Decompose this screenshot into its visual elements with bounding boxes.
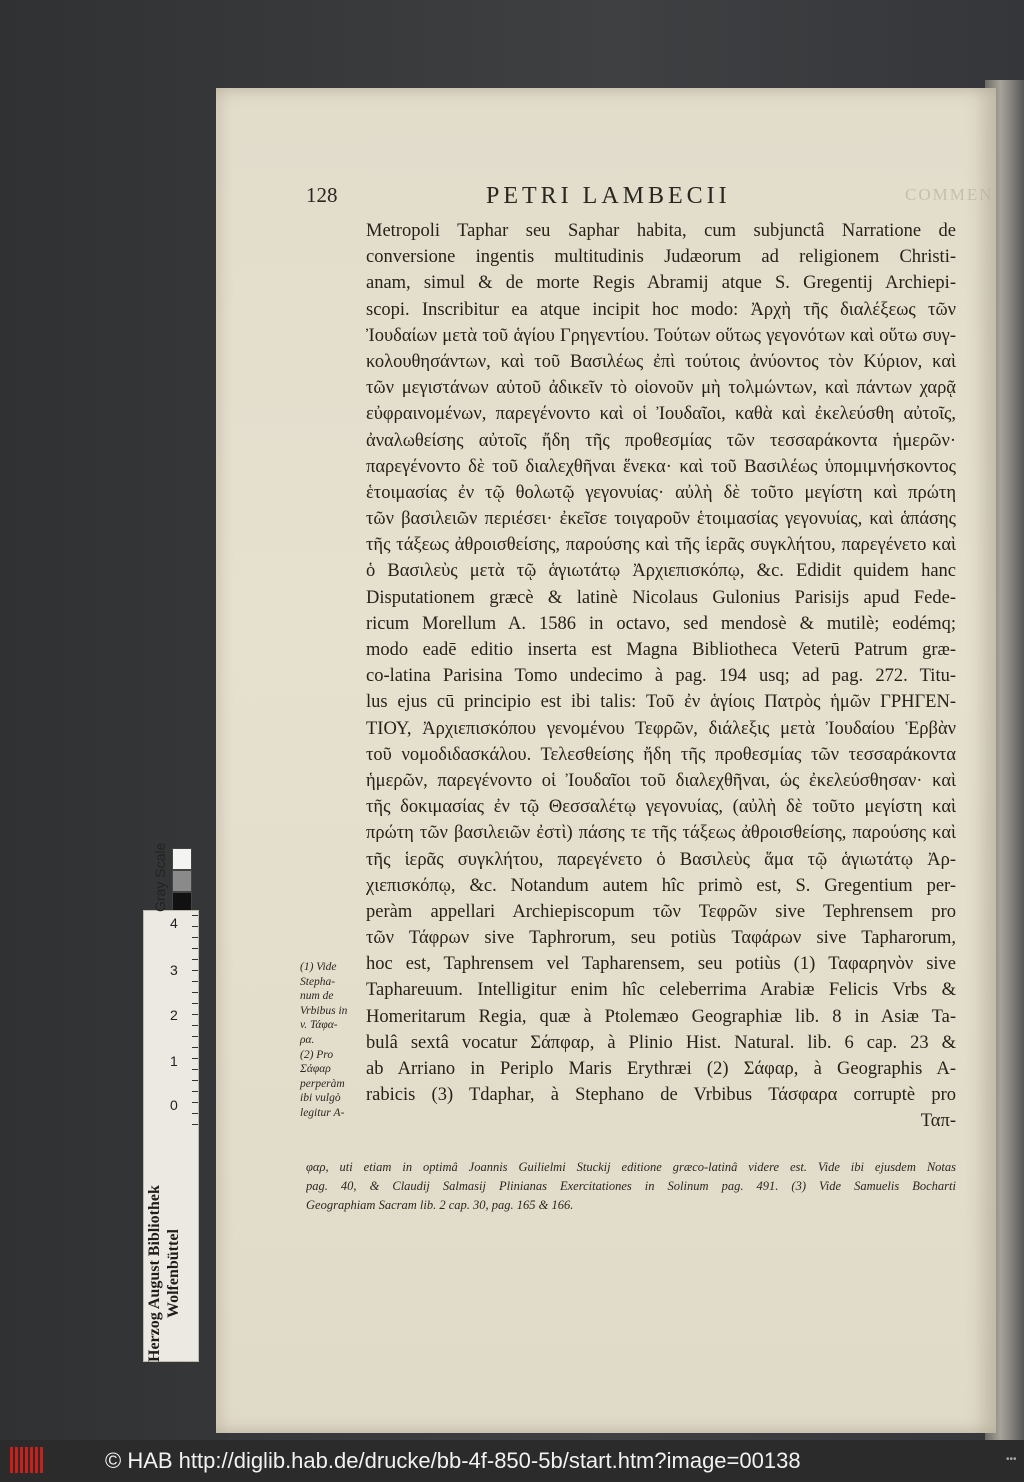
- library-city: Wolfenbüttel: [165, 1229, 182, 1318]
- text-line: ἀναλωθείσης αὐτοῖς ἤδη τῆς προθεσμίας τῶν τεσσαράκοντα ἡμερῶν·: [366, 430, 956, 451]
- text-line: κολουθησάντων, καὶ τοῦ Βασιλέως ἐπὶ τούτοις ἀνύοντος τὸν Κύριον, καὶ: [366, 351, 956, 372]
- text-line: peràm appellari Archiepiscopum τῶν Τεφρῶν sive Tephrensem pro: [366, 901, 956, 922]
- page-number: 128: [306, 183, 338, 207]
- scale-ticks: [192, 915, 198, 1135]
- main-text-block: [366, 218, 956, 1135]
- text-line: ab Arriano in Periplo Maris Erythræi (2) Σάφαρ, à Geographis A-: [366, 1059, 956, 1079]
- text-line: anam, simul & de morte Regis Abramij atque S. Gregentij Archiepi-: [366, 273, 956, 294]
- text-line: τῆς ἱερᾶς συγκλήτου, παρεγένετο ὁ Βασιλεὺς ἅμα τῷ ἁγιωτάτῳ Ἀρ-: [366, 849, 956, 870]
- scale-number: 1: [170, 1053, 178, 1069]
- margin-note-line: Σάφαρ: [300, 1063, 331, 1076]
- gray-patch-white: [172, 848, 192, 870]
- text-line: hoc est, Taphrensem vel Tapharensem, seu potiùs (1) Ταφαρηνὸν sive: [366, 954, 956, 975]
- margin-note-line: num de: [300, 990, 334, 1003]
- margin-notes: [300, 960, 364, 1121]
- text-line: Taphareuum. Intelligitur enim hîc celeberrima Arabiæ Felicis Vrbs &: [366, 980, 956, 1001]
- margin-note-line: ibi vulgò: [300, 1092, 341, 1105]
- running-head-title: PETRI LAMBECII: [486, 183, 731, 209]
- text-line: τοῦ νομοδιδασκάλου. Τελεσθείσης ἤδη τῆς προθεσμίας τῶν τεσσαράκοντα: [366, 744, 956, 765]
- text-line: scopi. Inscribitur ea atque incipit hoc modo: Ἀρχὴ τῆς διαλέξεως τῶν: [366, 299, 956, 320]
- text-line: τῆς τάξεως ἀθροισθείσης, παρούσης καὶ τῆς ἱερᾶς συγκλήτου, παρεγένετο καὶ: [366, 535, 956, 556]
- text-line: Ταπ-: [920, 1111, 956, 1132]
- margin-note-line: legitur Α-: [300, 1106, 345, 1119]
- text-line: ἡμερῶν, παρεγένοντο οἱ Ἰουδαῖοι τοῦ διαλεχθῆναι, ὡς ἐκελεύσθησαν· καὶ: [366, 770, 956, 791]
- text-line: lus ejus cū principio est ibi talis: Τοῦ ἐν ἁγίοις Πατρὸς ἡμῶν ΓΡΗΓΕΝ-: [366, 692, 956, 713]
- margin-note-line: Stepha-: [300, 975, 336, 988]
- text-line: co-latina Parisina Tomo undecimo à pag. 194 usq; ad pag. 272. Titu-: [366, 666, 956, 687]
- hab-logo-icon: [10, 1447, 44, 1473]
- scale-number: 0: [170, 1097, 178, 1113]
- text-line: ΤΙΟΥ, Ἀρχιεπισκόπου γενομένου Τεφρῶν, διάλεξις μετὰ Ἰουδαίου Ἑρβὰν: [366, 718, 956, 739]
- text-line: πρώτη τῶν βασιλειῶν ἐστὶ) πάσης τε τῆς τάξεως ἀθροισθείσης, παρούσης καὶ: [366, 823, 956, 844]
- copyright-url[interactable]: © HAB http://diglib.hab.de/drucke/bb-4f-850-5b/start.htm?image=00138: [105, 1448, 801, 1473]
- margin-note-line: (2) Pro: [300, 1048, 334, 1061]
- text-line: Ἰουδαίων μετὰ τοῦ ἁγίου Γρηγεντίου. Τούτων οὕτως γεγονότων καὶ οὕτω συγ-: [366, 325, 956, 346]
- text-line: Homeritarum Regia, quæ à Ptolemæo Geographiæ lib. 8 in Asiæ Ta-: [366, 1006, 956, 1027]
- margin-note-line: ρα.: [300, 1033, 315, 1046]
- text-line: τῶν βασιλειῶν περιέσει· ἐκεῖσε τοιγαροῦν ἑτοιμασίας γεγονυίας, καὶ ἁπάσης: [366, 509, 956, 530]
- text-line: conversione ingentis multitudinis Judæorum ad religionem Christi-: [366, 247, 956, 268]
- gray-patch-mid: [172, 870, 192, 892]
- text-line: χιεπισκόπῳ, &c. Notandum autem hîc primò est, S. Gregentium per-: [366, 875, 956, 896]
- margin-note-line: (1) Vide: [300, 961, 337, 973]
- library-label: [145, 1185, 183, 1362]
- menu-dots-icon[interactable]: •••: [1006, 1454, 1017, 1465]
- text-line: τῶν μεγιστάνων αὐτοῦ ἀδικεῖν τὸ οἱονοῦν μὴ τολμώντων, καὶ πάντων χαρᾷ: [366, 378, 956, 399]
- text-line: ἑτοιμασίας ἐν τῷ θολωτῷ γεγονυίας· αὐλὴ δὲ τοῦτο μεγίστη καὶ πρώτη: [366, 482, 956, 503]
- text-line: modo eadē editio inserta est Magna Bibliotheca Veterū Patrum græ-: [366, 640, 956, 660]
- text-line: τῶν Τάφρων sive Taphrorum, seu potiùs Ταφάρων sive Tapharorum,: [366, 928, 956, 949]
- library-name: Herzog August Bibliothek: [146, 1185, 163, 1362]
- text-line: Disputationem græcè & latinè Nicolaus Gulonius Parisijs apud Fede-: [366, 587, 956, 608]
- gray-scale-patches: [172, 848, 192, 914]
- text-line: παρεγένοντο δὲ τοῦ διαλεχθῆναι ἕνεκα· καὶ τοῦ Βασιλέως ὑπομιμνήσκοντος: [366, 456, 956, 477]
- footnote-line: pag. 40, & Claudij Salmasij Plinianas Exercitationes in Solinum pag. 491. (3) Vide Samuelis Bocharti: [306, 1179, 956, 1193]
- text-line: Metropoli Taphar seu Saphar habita, cum subjunctâ Narratione de: [366, 221, 956, 241]
- running-head: [0, 183, 1024, 213]
- text-line: εὐφραινομένων, παρεγένοντο καὶ οἱ Ἰουδαῖοι, καθὰ καὶ ἐκελεύσθη αὐτοῖς,: [366, 404, 956, 425]
- footnote-line: Geographiam Sacram lib. 2 cap. 30, pag. 165 & 166.: [306, 1198, 574, 1212]
- footer-bar: [0, 1440, 1024, 1482]
- scale-number: 3: [170, 962, 178, 978]
- scale-number: 4: [170, 915, 178, 931]
- footnote-line: φαρ, uti etiam in optimâ Joannis Guilielmi Stuckij editione græco-latinâ videre est. Vide ibi ejusdem Notas: [306, 1160, 956, 1174]
- margin-note-line: v. Τάφα-: [300, 1019, 338, 1032]
- text-line: rabicis (3) Tdaphar, à Stephano de Vrbibus Τάσφαρα corruptè pro: [366, 1085, 956, 1106]
- text-line: τῆς δοκιμασίας ἐν τῷ Θεσσαλέτῳ γεγονυίας, (αὐλὴ δὲ τοῦτο μεγίστη καὶ: [366, 797, 956, 818]
- footnotes: [306, 1158, 956, 1215]
- text-line: ricum Morellum A. 1586 in octavo, sed mendosè & mutilè; eodémq;: [366, 613, 956, 634]
- bleed-through-text: COMMEN: [905, 185, 994, 204]
- text-line: bulâ sextâ vocatur Σάπφαρ, à Plinio Hist. Natural. lib. 6 cap. 23 &: [366, 1032, 956, 1053]
- margin-note-line: perperàm: [300, 1077, 345, 1090]
- scale-number: 2: [170, 1007, 178, 1023]
- text-line: ὁ Βασιλεὺς μετὰ τῷ ἁγιωτάτῳ Ἀρχιεπισκόπῳ, &c. Edidit quidem hanc: [366, 561, 956, 582]
- margin-note-line: Vrbibus in: [300, 1004, 348, 1017]
- gray-scale-label: Gray Scale: [152, 842, 168, 912]
